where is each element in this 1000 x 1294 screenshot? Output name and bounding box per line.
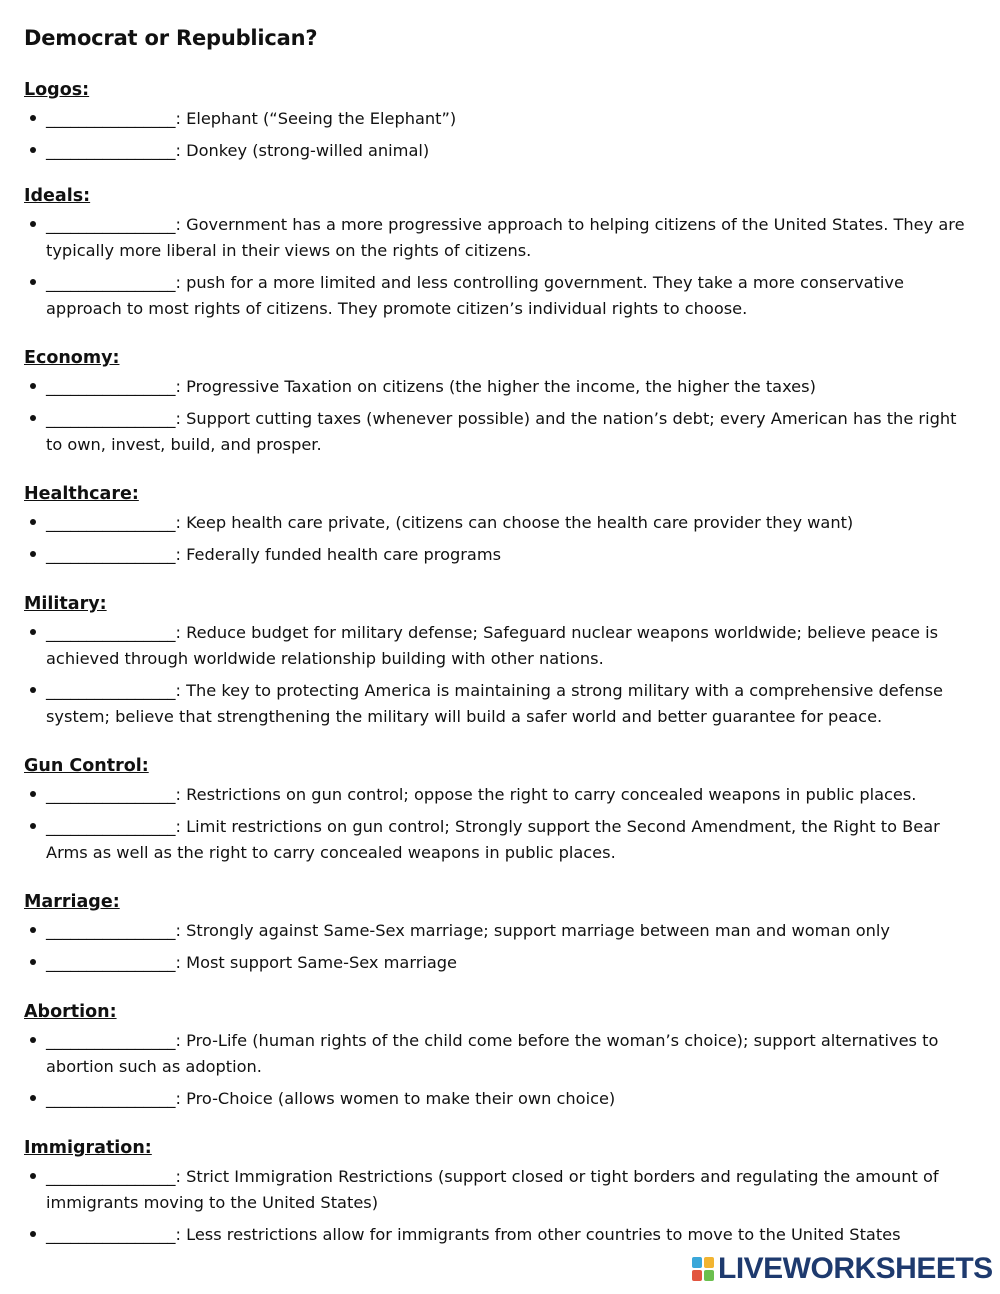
item-description: : Support cutting taxes (whenever possible) and the nation’s debt; every American has the right to own, invest, build, and prosper. (46, 409, 957, 454)
bullet-icon (30, 629, 36, 635)
item-description: : Federally funded health care programs (175, 545, 502, 564)
item-description: : Pro-Choice (allows women to make their own choice) (175, 1089, 616, 1108)
item-text (46, 542, 976, 568)
bullet-icon (30, 383, 36, 389)
item-text (46, 918, 976, 944)
bullet-icon (30, 687, 36, 693)
section-heading: Abortion: (24, 1002, 117, 1022)
item-text (46, 106, 976, 132)
bullet-icon (30, 1231, 36, 1237)
item-description: : Elephant (“Seeing the Elephant”) (175, 109, 457, 128)
page-title: Democrat or Republican? (24, 26, 318, 50)
item-text (46, 1086, 976, 1112)
bullet-icon (30, 551, 36, 557)
item-description: : The key to protecting America is maintaining a strong military with a comprehensive defense system; believe that strengthening the military will build a safer world and better guarantee for peace. (46, 681, 944, 726)
item-description: : Limit restrictions on gun control; Strongly support the Second Amendment, the Right to Bear Arms as well as the right to carry concealed weapons in public places. (46, 817, 940, 862)
bullet-icon (30, 1037, 36, 1043)
logo-text: LIVEWORKSHEETS (718, 1252, 993, 1285)
item-text (46, 138, 976, 164)
section-heading: Ideals: (24, 186, 91, 206)
item-description: : Restrictions on gun control; oppose the right to carry concealed weapons in public places. (175, 785, 917, 804)
item-description: : Reduce budget for military defense; Safeguard nuclear weapons worldwide; believe peace is achieved through worldwide relationship building with other nations. (46, 623, 939, 668)
item-description: : Pro-Life (human rights of the child come before the woman’s choice); support alternatives to abortion such as adoption. (46, 1031, 939, 1076)
answer-blank[interactable]: ________________ (46, 513, 176, 532)
item-text (46, 950, 976, 976)
bullet-icon (30, 1173, 36, 1179)
answer-blank[interactable]: ________________ (46, 817, 176, 836)
item-text (46, 782, 976, 808)
bullet-icon (30, 279, 36, 285)
bullet-icon (30, 823, 36, 829)
item-description: : Strongly against Same-Sex marriage; support marriage between man and woman only (175, 921, 891, 940)
answer-blank[interactable]: ________________ (46, 623, 176, 642)
item-text (46, 510, 976, 536)
bullet-icon (30, 927, 36, 933)
answer-blank[interactable]: ________________ (46, 1225, 176, 1244)
section-heading: Healthcare: (24, 484, 139, 504)
item-description: : Most support Same-Sex marriage (175, 953, 457, 972)
answer-blank[interactable]: ________________ (46, 953, 176, 972)
answer-blank[interactable]: ________________ (46, 273, 176, 292)
item-text (46, 374, 976, 400)
bullet-icon (30, 959, 36, 965)
section-heading: Marriage: (24, 892, 120, 912)
item-text (46, 270, 976, 322)
item-description: : Strict Immigration Restrictions (support closed or tight borders and regulating the amount of immigrants moving to the United States) (46, 1167, 939, 1212)
item-description: : push for a more limited and less controlling government. They take a more conservative approach to most rights of citizens. They promote citizen’s individual rights to choose. (46, 273, 904, 318)
section-heading: Military: (24, 594, 107, 614)
item-text (46, 678, 976, 730)
item-text (46, 1164, 976, 1216)
answer-blank[interactable]: ________________ (46, 1031, 176, 1050)
item-text (46, 814, 976, 866)
section-heading: Gun Control: (24, 756, 149, 776)
bullet-icon (30, 1095, 36, 1101)
bullet-icon (30, 115, 36, 121)
answer-blank[interactable]: ________________ (46, 141, 176, 160)
answer-blank[interactable]: ________________ (46, 785, 176, 804)
answer-blank[interactable]: ________________ (46, 215, 176, 234)
item-description: : Keep health care private, (citizens can choose the health care provider they want) (175, 513, 854, 532)
liveworksheets-logo (692, 1254, 992, 1286)
item-text (46, 1028, 976, 1080)
item-description: : Progressive Taxation on citizens (the higher the income, the higher the taxes) (175, 377, 816, 396)
answer-blank[interactable]: ________________ (46, 377, 176, 396)
section-heading: Logos: (24, 80, 90, 100)
item-description: : Donkey (strong-willed animal) (175, 141, 430, 160)
bullet-icon (30, 791, 36, 797)
answer-blank[interactable]: ________________ (46, 1167, 176, 1186)
answer-blank[interactable]: ________________ (46, 921, 176, 940)
bullet-icon (30, 147, 36, 153)
bullet-icon (30, 519, 36, 525)
section-heading: Immigration: (24, 1138, 152, 1158)
liveworksheets-logo-icon (692, 1257, 714, 1281)
item-description: : Less restrictions allow for immigrants from other countries to move to the United States (175, 1225, 901, 1244)
item-text (46, 212, 976, 264)
answer-blank[interactable]: ________________ (46, 545, 176, 564)
item-text (46, 406, 976, 458)
bullet-icon (30, 415, 36, 421)
answer-blank[interactable]: ________________ (46, 1089, 176, 1108)
item-text (46, 1222, 976, 1248)
item-description: : Government has a more progressive approach to helping citizens of the United States. They are typically more liberal in their views on the rights of citizens. (46, 215, 965, 260)
answer-blank[interactable]: ________________ (46, 409, 176, 428)
section-heading: Economy: (24, 348, 120, 368)
item-text (46, 620, 976, 672)
bullet-icon (30, 221, 36, 227)
answer-blank[interactable]: ________________ (46, 681, 176, 700)
answer-blank[interactable]: ________________ (46, 109, 176, 128)
